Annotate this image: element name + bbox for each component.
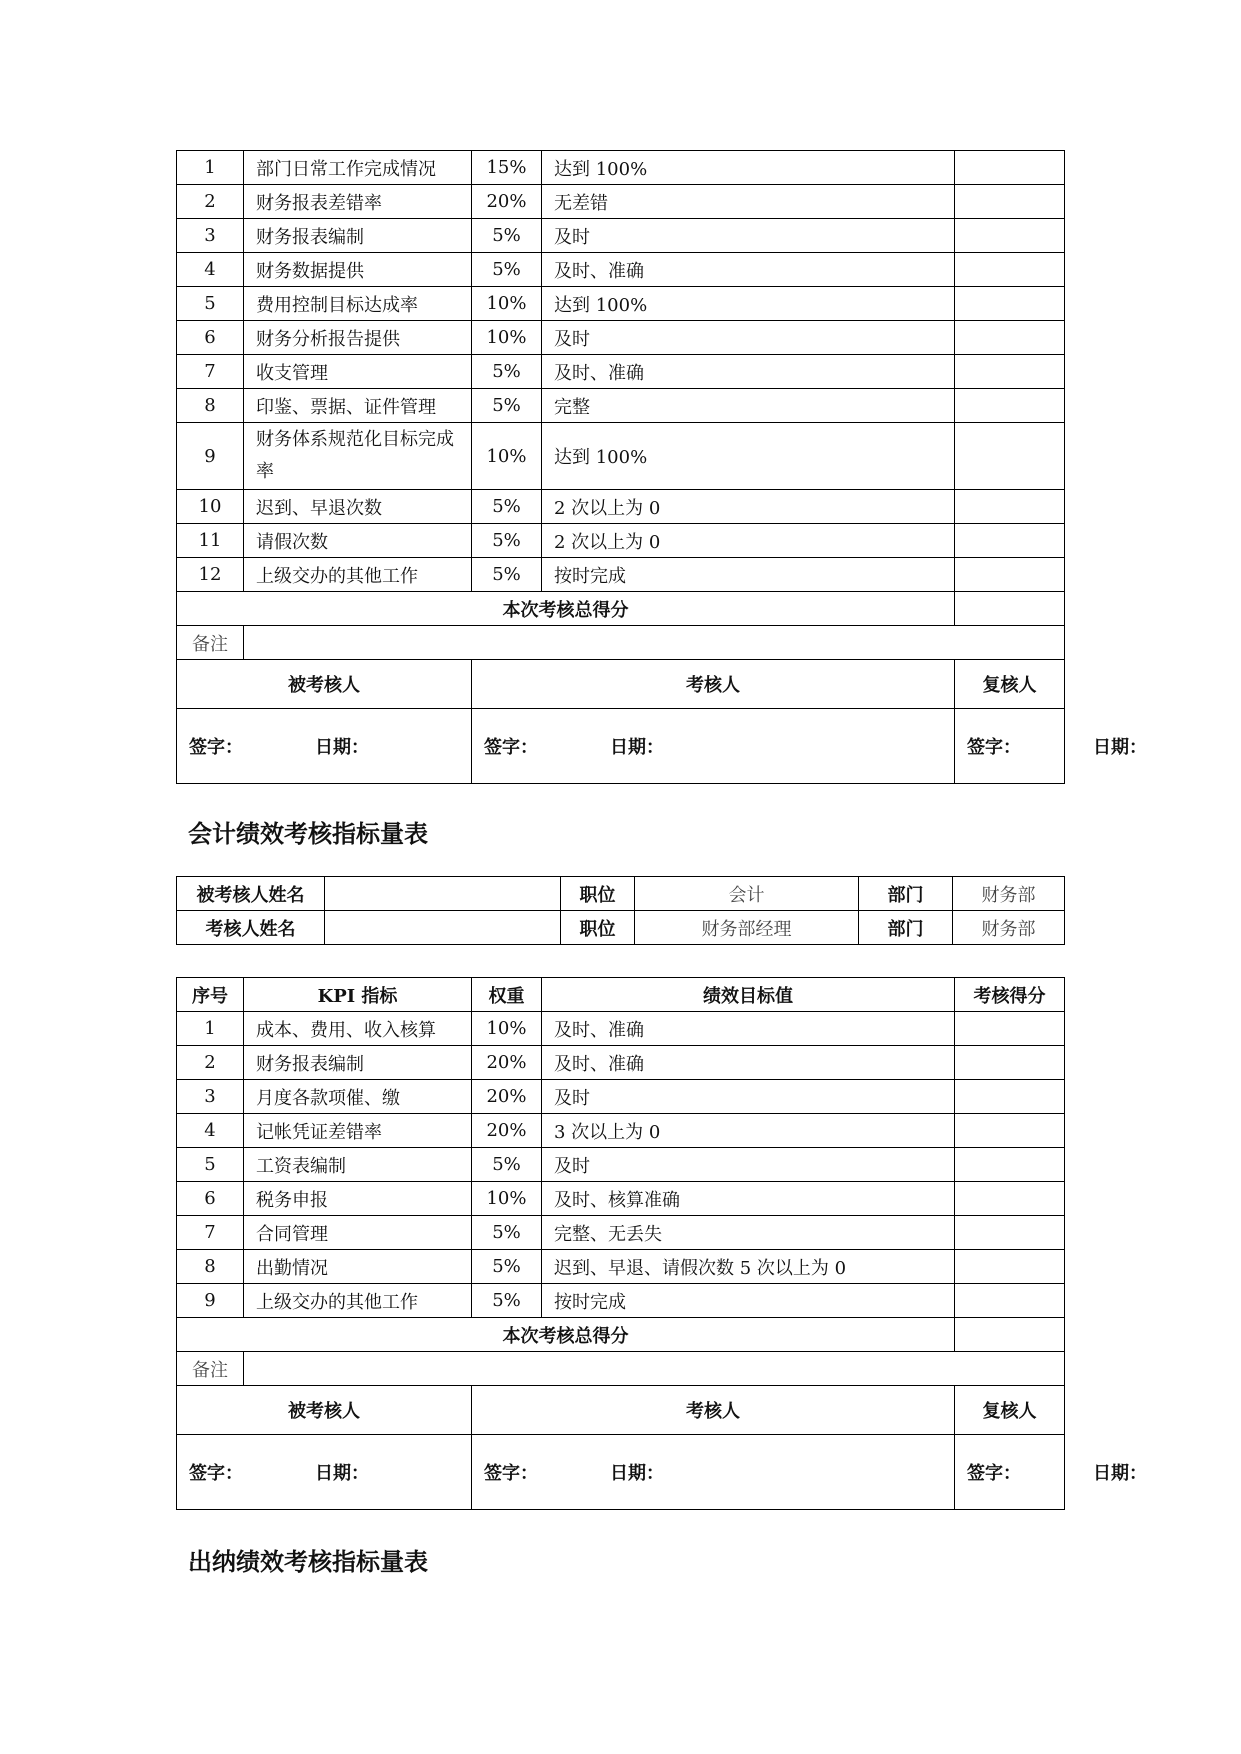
sign-label: 签字： <box>967 1463 1021 1484</box>
row-kpi: 迟到、早退次数 <box>244 490 472 524</box>
row-no: 11 <box>177 524 244 558</box>
date-label: 日期： <box>315 737 369 758</box>
row-target: 及时 <box>542 1148 955 1182</box>
row-score-cell[interactable] <box>955 389 1065 423</box>
row-weight: 5% <box>472 558 542 592</box>
row-score-cell[interactable] <box>955 321 1065 355</box>
sign-cell-examinee[interactable] <box>177 709 472 784</box>
row-kpi: 财务报表编制 <box>244 219 472 253</box>
row-score-cell[interactable] <box>955 1080 1065 1114</box>
table-row <box>177 1080 1065 1114</box>
row-weight: 5% <box>472 253 542 287</box>
row-kpi: 部门日常工作完成情况 <box>244 151 472 185</box>
row-no: 3 <box>177 1080 244 1114</box>
table-row <box>177 1046 1065 1080</box>
table-row <box>177 558 1065 592</box>
row-kpi: 财务数据提供 <box>244 253 472 287</box>
row-no: 1 <box>177 1012 244 1046</box>
row-target: 达到 100% <box>542 151 955 185</box>
date-label: 日期： <box>1093 1463 1147 1484</box>
row-score-cell[interactable] <box>955 1114 1065 1148</box>
row-target: 3 次以上为 0 <box>542 1114 955 1148</box>
kpi-table-finance-manager <box>176 150 1147 784</box>
table-row <box>177 185 1065 219</box>
section-title-cashier: 出纳绩效考核指标量表 <box>188 1548 428 1576</box>
sign-header-row <box>177 660 1065 709</box>
row-target: 及时、准确 <box>542 1012 955 1046</box>
table-row <box>177 423 1065 490</box>
sign-header-examinee: 被考核人 <box>177 1386 472 1435</box>
date-label: 日期： <box>610 737 664 758</box>
row-target: 2 次以上为 0 <box>542 490 955 524</box>
table-row <box>177 1250 1065 1284</box>
row-weight: 20% <box>472 185 542 219</box>
row-target: 及时、准确 <box>542 253 955 287</box>
total-score-cell[interactable] <box>955 592 1065 626</box>
table-row <box>177 151 1065 185</box>
row-score-cell[interactable] <box>955 524 1065 558</box>
total-score-cell[interactable] <box>955 1318 1065 1352</box>
row-kpi: 工资表编制 <box>244 1148 472 1182</box>
row-score-cell[interactable] <box>955 185 1065 219</box>
row-target: 按时完成 <box>542 558 955 592</box>
table-row <box>177 253 1065 287</box>
total-row <box>177 1318 1065 1352</box>
table-row <box>177 490 1065 524</box>
row-score-cell[interactable] <box>955 558 1065 592</box>
row-score-cell[interactable] <box>955 253 1065 287</box>
row-kpi: 月度各款项催、缴 <box>244 1080 472 1114</box>
row-no: 9 <box>177 1284 244 1318</box>
row-score-cell[interactable] <box>955 219 1065 253</box>
total-label: 本次考核总得分 <box>177 592 955 626</box>
row-no: 2 <box>177 1046 244 1080</box>
table-row <box>177 524 1065 558</box>
examiner-name-label: 考核人姓名 <box>177 911 325 945</box>
table-row <box>177 321 1065 355</box>
row-target: 及时 <box>542 321 955 355</box>
row-target: 及时、核算准确 <box>542 1182 955 1216</box>
sign-label: 签字： <box>967 737 1021 758</box>
date-label: 日期： <box>610 1463 664 1484</box>
dept-label: 部门 <box>859 877 953 911</box>
row-target: 及时 <box>542 1080 955 1114</box>
header-no: 序号 <box>177 978 244 1012</box>
row-weight: 5% <box>472 1284 542 1318</box>
total-label: 本次考核总得分 <box>177 1318 955 1352</box>
row-no: 8 <box>177 389 244 423</box>
examiner-name-value[interactable] <box>325 911 561 945</box>
row-target: 达到 100% <box>542 423 955 490</box>
total-row <box>177 592 1065 626</box>
sign-label: 签字： <box>189 737 243 758</box>
row-no: 5 <box>177 1148 244 1182</box>
row-target: 及时、准确 <box>542 355 955 389</box>
examinee-name-value[interactable] <box>325 877 561 911</box>
examinee-name-label: 被考核人姓名 <box>177 877 325 911</box>
row-weight: 5% <box>472 490 542 524</box>
row-target: 无差错 <box>542 185 955 219</box>
date-label: 日期： <box>1093 737 1147 758</box>
row-kpi: 上级交办的其他工作 <box>244 1284 472 1318</box>
row-kpi: 上级交办的其他工作 <box>244 558 472 592</box>
row-no: 8 <box>177 1250 244 1284</box>
sign-header-examiner: 考核人 <box>472 660 955 709</box>
row-score-cell[interactable] <box>955 1216 1065 1250</box>
row-kpi: 税务申报 <box>244 1182 472 1216</box>
table-row <box>177 1012 1065 1046</box>
remarks-cell[interactable] <box>244 1352 1065 1386</box>
sign-label: 签字： <box>484 737 538 758</box>
table-row <box>177 1182 1065 1216</box>
remarks-row <box>177 626 1065 660</box>
kpi-table-accountant <box>176 977 1147 1510</box>
row-weight: 5% <box>472 219 542 253</box>
row-score-cell[interactable] <box>955 287 1065 321</box>
row-weight: 15% <box>472 151 542 185</box>
row-score-cell[interactable] <box>955 1250 1065 1284</box>
remarks-label: 备注 <box>177 626 244 660</box>
row-no: 4 <box>177 1114 244 1148</box>
examiner-position-value: 财务部经理 <box>635 911 859 945</box>
sign-row <box>177 709 1065 784</box>
table-row <box>177 1284 1065 1318</box>
row-score-cell[interactable] <box>955 355 1065 389</box>
row-weight: 20% <box>472 1080 542 1114</box>
row-target: 完整 <box>542 389 955 423</box>
row-weight: 10% <box>472 1182 542 1216</box>
table-row <box>177 1114 1065 1148</box>
row-no: 6 <box>177 321 244 355</box>
header-target: 绩效目标值 <box>542 978 955 1012</box>
date-label: 日期： <box>315 1463 369 1484</box>
row-no: 7 <box>177 1216 244 1250</box>
sign-header-row <box>177 1386 1065 1435</box>
row-no: 5 <box>177 287 244 321</box>
sign-label: 签字： <box>189 1463 243 1484</box>
row-weight: 5% <box>472 1216 542 1250</box>
row-kpi: 财务报表差错率 <box>244 185 472 219</box>
row-no: 12 <box>177 558 244 592</box>
table-row <box>177 389 1065 423</box>
row-no: 6 <box>177 1182 244 1216</box>
row-kpi: 财务分析报告提供 <box>244 321 472 355</box>
row-weight: 20% <box>472 1046 542 1080</box>
row-score-cell[interactable] <box>955 1046 1065 1080</box>
row-weight: 20% <box>472 1114 542 1148</box>
row-no: 2 <box>177 185 244 219</box>
row-no: 3 <box>177 219 244 253</box>
sign-cell-reviewer[interactable] <box>955 709 1147 784</box>
row-weight: 5% <box>472 389 542 423</box>
row-kpi: 出勤情况 <box>244 1250 472 1284</box>
row-target: 2 次以上为 0 <box>542 524 955 558</box>
sign-header-reviewer: 复核人 <box>955 1386 1065 1435</box>
remarks-cell[interactable] <box>244 626 1065 660</box>
row-weight: 5% <box>472 524 542 558</box>
table-row <box>177 355 1065 389</box>
row-weight: 10% <box>472 423 542 490</box>
header-kpi: KPI 指标 <box>244 978 472 1012</box>
table-row <box>177 1216 1065 1250</box>
examiner-dept-value: 财务部 <box>953 911 1065 945</box>
row-target: 完整、无丢失 <box>542 1216 955 1250</box>
row-score-cell[interactable] <box>955 1182 1065 1216</box>
row-score-cell[interactable] <box>955 1012 1065 1046</box>
row-target: 迟到、早退、请假次数 5 次以上为 0 <box>542 1250 955 1284</box>
row-target: 按时完成 <box>542 1284 955 1318</box>
sign-cell-examiner[interactable] <box>472 709 955 784</box>
position-label: 职位 <box>561 877 635 911</box>
row-score-cell[interactable] <box>955 490 1065 524</box>
row-kpi: 财务报表编制 <box>244 1046 472 1080</box>
row-target: 及时 <box>542 219 955 253</box>
row-score-cell[interactable] <box>955 1284 1065 1318</box>
sign-header-examinee: 被考核人 <box>177 660 472 709</box>
row-weight: 10% <box>472 321 542 355</box>
sign-row <box>177 1435 1065 1510</box>
row-kpi: 请假次数 <box>244 524 472 558</box>
table-header-row <box>177 978 1065 1012</box>
row-no: 1 <box>177 151 244 185</box>
remarks-row <box>177 1352 1065 1386</box>
sign-cell-reviewer[interactable] <box>955 1435 1147 1510</box>
table-row <box>177 1148 1065 1182</box>
row-no: 9 <box>177 423 244 490</box>
sign-header-examiner: 考核人 <box>472 1386 955 1435</box>
row-kpi: 印鉴、票据、证件管理 <box>244 389 472 423</box>
row-no: 7 <box>177 355 244 389</box>
row-score-cell[interactable] <box>955 151 1065 185</box>
section-title-accountant: 会计绩效考核指标量表 <box>188 820 428 848</box>
examinee-position-value: 会计 <box>635 877 859 911</box>
row-score-cell[interactable] <box>955 423 1065 490</box>
sign-cell-examiner[interactable] <box>472 1435 955 1510</box>
row-kpi: 收支管理 <box>244 355 472 389</box>
row-weight: 5% <box>472 1148 542 1182</box>
position-label: 职位 <box>561 911 635 945</box>
row-kpi: 成本、费用、收入核算 <box>244 1012 472 1046</box>
table-row <box>177 287 1065 321</box>
row-kpi: 合同管理 <box>244 1216 472 1250</box>
dept-label: 部门 <box>859 911 953 945</box>
row-kpi: 财务体系规范化目标完成率 <box>244 423 472 490</box>
row-weight: 5% <box>472 1250 542 1284</box>
remarks-label: 备注 <box>177 1352 244 1386</box>
row-target: 达到 100% <box>542 287 955 321</box>
row-weight: 5% <box>472 355 542 389</box>
row-kpi: 记帐凭证差错率 <box>244 1114 472 1148</box>
table-row <box>177 219 1065 253</box>
sign-cell-examinee[interactable] <box>177 1435 472 1510</box>
row-score-cell[interactable] <box>955 1148 1065 1182</box>
info-table <box>176 876 1065 945</box>
row-target: 及时、准确 <box>542 1046 955 1080</box>
sign-label: 签字： <box>484 1463 538 1484</box>
row-weight: 10% <box>472 287 542 321</box>
examinee-dept-value: 财务部 <box>953 877 1065 911</box>
sign-header-reviewer: 复核人 <box>955 660 1065 709</box>
row-no: 4 <box>177 253 244 287</box>
row-no: 10 <box>177 490 244 524</box>
header-score: 考核得分 <box>955 978 1065 1012</box>
row-weight: 10% <box>472 1012 542 1046</box>
header-weight: 权重 <box>472 978 542 1012</box>
row-kpi: 费用控制目标达成率 <box>244 287 472 321</box>
